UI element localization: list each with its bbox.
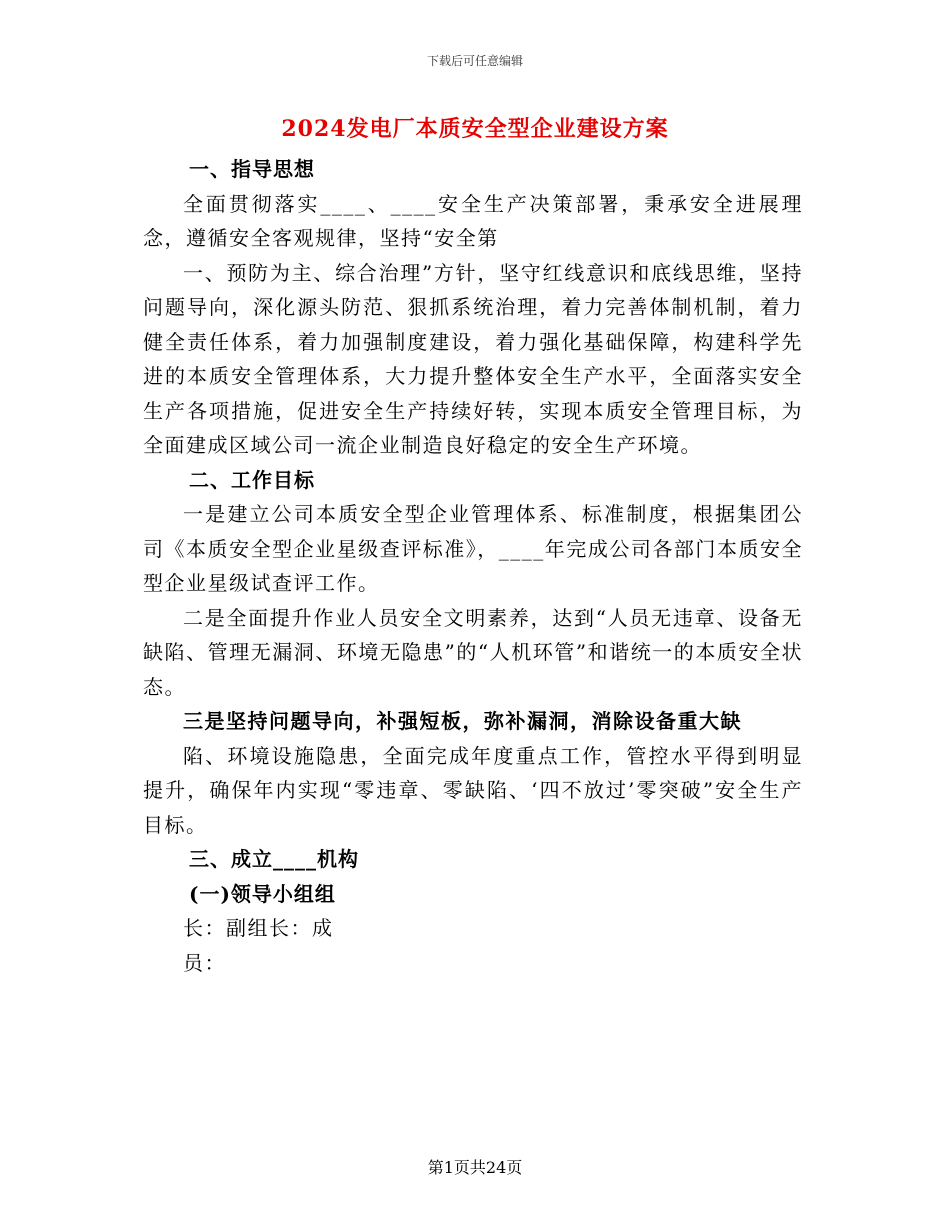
paragraph: 一是建立公司本质安全型企业管理体系、标准制度，根据集团公司《本质安全型企业星级查评标准》，____年完成公司各部门本质安全型企业星级试查评工作。 bbox=[143, 502, 803, 595]
document-body bbox=[143, 152, 803, 980]
header-note: 下载后可任意编辑 bbox=[426, 54, 523, 68]
paragraph: 全面贯彻落实____、____安全生产决策部署，秉承安全进展理念，遵循安全客观规律，坚持“安全第 bbox=[143, 191, 803, 250]
page-footer: 第1页共24页 bbox=[427, 1158, 523, 1177]
paragraph: 长：副组长：成 bbox=[183, 916, 334, 940]
paragraph-bold: 三是坚持问题导向，补强短板，弥补漏洞，消除设备重大缺 bbox=[183, 709, 742, 733]
section-heading-organization: 三、成立____机构 bbox=[189, 847, 359, 871]
paragraph: 陷、环境设施隐患，全面完成年度重点工作，管控水平得到明显提升，确保年内实现“零违章、零缺陷、‘四不放过’零突破”安全生产目标。 bbox=[143, 743, 803, 837]
section-heading-work-goals: 二、工作目标 bbox=[189, 467, 315, 492]
paragraph: 一、预防为主、综合治理”方针，坚守红线意识和底线思维，坚持问题导向，深化源头防范、狠抓系统治理，着力完善体制机制，着力健全责任体系，着力加强制度建设，着力强化基础保障，构建科学先进的本质安全管理体系，大力提升整体安全生产水平，全面落实安全生产各项措施，促进安全生产持续好转，实现本质安全管理目标，为全面建成区域公司一流企业制造良好稳定的安全生产环境。 bbox=[143, 260, 803, 457]
paragraph: 员： bbox=[183, 950, 226, 975]
section-heading-guiding-ideology: 一、指导思想 bbox=[189, 157, 315, 181]
subsection-heading-leadership-group: (一)领导小组组 bbox=[189, 881, 336, 906]
document-title: 2024发电厂本质安全型企业建设方案 bbox=[281, 116, 669, 142]
paragraph: 二是全面提升作业人员安全文明素养，达到“人员无违章、设备无缺陷、管理无漏洞、环境无隐患”的“人机环管”和谐统一的本质安全状态。 bbox=[143, 605, 803, 699]
